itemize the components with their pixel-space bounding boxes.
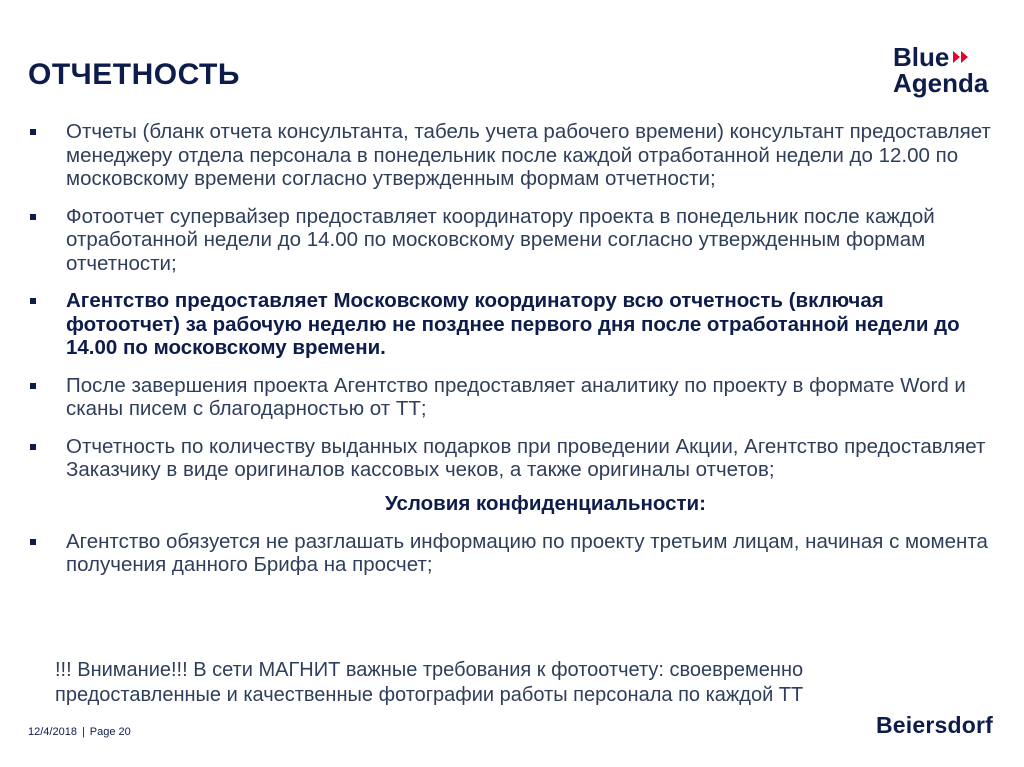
bullet-icon [28,530,66,555]
list-item [28,374,1003,421]
list-item [28,205,1003,276]
footer-date: 12/4/2018 [28,726,77,738]
list-item [28,530,1003,577]
warning-note [55,658,995,708]
bullet-text: Отчеты (бланк отчета консультанта, табель учета рабочего времени) консультант предоставляет менеджеру отдела персонала в понедельник после каждой отработанной недели до 12.00 по московскому времени согласно утвержденным формам отчетности; [66,120,991,190]
bullet-icon [28,374,66,399]
page-number: Page 20 [89,726,131,738]
bullet-text: Отчетность по количеству выданных подарков при проведении Акции, Агентство предоставляет Заказчику в виде оригиналов кассовых чеков, а также оригиналы отчетов; [66,434,986,481]
list-item [28,120,1003,191]
list-item [28,435,1003,482]
warning-line-2: предоставленные и качественные фотографии работы персонала по каждой ТТ [55,684,804,706]
bullet-text: Агентство обязуется не разглашать информацию по проекту третьим лицам, начиная с момента получения данного Брифа на просчет; [66,529,988,576]
bullet-text: Агентство предоставляет Московскому координатору всю отчетность (включая фотоотчет) за рабочую неделю не позднее первого дня после отработанной недели до 14.00 по московскому времени. [66,289,960,359]
bullet-text: Фотоотчет супервайзер предоставляет координатору проекта в понедельник после каждой отработанной недели до 14.00 по московскому времени согласно утвержденным формам отчетности; [66,204,935,275]
warning-line-1: !!! Внимание!!! В сети МАГНИТ важные требования к фотоотчету: своевременно [55,659,804,681]
logo-line-1: Blue [893,42,950,72]
bullet-text: После завершения проекта Агентство предоставляет аналитику по проекту в формате Word и сканы писем с благодарностью от ТТ; [66,373,966,420]
blue-agenda-logo [893,44,1003,96]
double-arrow-icon [953,50,971,64]
bullet-icon [28,120,66,145]
bullet-icon [28,435,66,460]
page-title: ОТЧЕТНОСТЬ [28,58,240,91]
bullet-list [28,120,1003,577]
footer-separator: | [81,726,85,738]
footer [28,726,131,738]
bullet-icon [28,289,66,314]
logo-line-2: Agenda [893,68,989,98]
bullet-icon [28,205,66,230]
list-item [28,289,1003,360]
confidentiality-heading: Условия конфиденциальности: [385,491,706,515]
beiersdorf-logo: Beiersdorf [876,712,994,738]
